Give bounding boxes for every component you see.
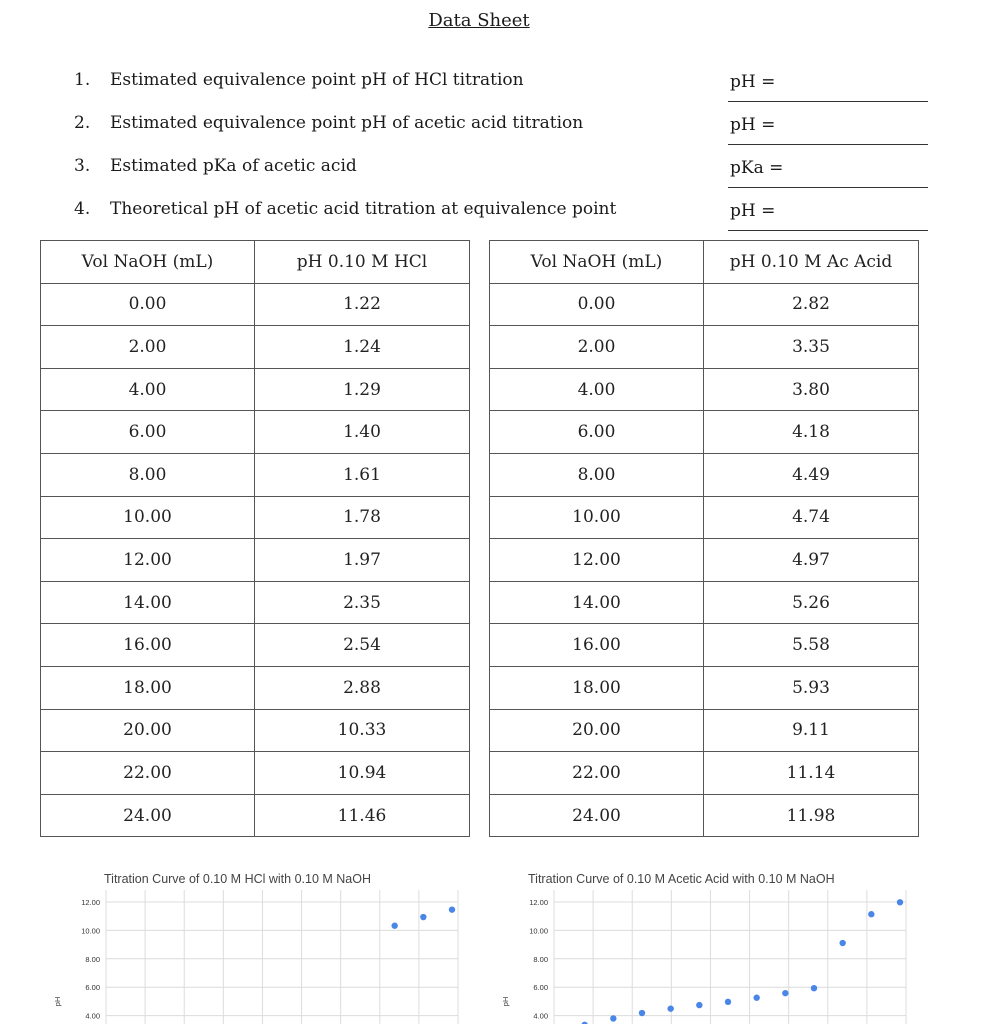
table-row	[490, 581, 919, 624]
answer-field[interactable]	[728, 103, 928, 145]
ph-cell: 1.61	[255, 453, 470, 496]
ph-cell: 3.35	[704, 326, 919, 369]
table-row	[490, 283, 919, 326]
column-header: pH 0.10 M Ac Acid	[704, 241, 919, 284]
data-point	[391, 923, 397, 929]
ph-cell: 1.78	[255, 496, 470, 539]
volume-cell: 2.00	[41, 326, 255, 369]
volume-cell: 22.00	[41, 752, 255, 795]
volume-cell: 12.00	[490, 539, 704, 582]
y-tick-label: 4.00	[533, 1011, 548, 1021]
y-tick-label: 6.00	[533, 983, 548, 993]
question-text: Estimated pKa of acetic acid	[110, 156, 357, 176]
data-point	[696, 1002, 702, 1008]
data-point	[610, 1015, 616, 1021]
data-point	[811, 985, 817, 991]
ph-cell: 1.24	[255, 326, 470, 369]
table-row	[41, 283, 470, 326]
column-header: Vol NaOH (mL)	[490, 241, 704, 284]
volume-cell: 4.00	[490, 368, 704, 411]
y-tick-label: 12.00	[529, 898, 548, 907]
ph-cell: 4.97	[704, 539, 919, 582]
ph-cell: 5.58	[704, 624, 919, 667]
ph-cell: 3.80	[704, 368, 919, 411]
ph-cell: 4.49	[704, 453, 919, 496]
page-title: Data Sheet	[428, 10, 530, 31]
ph-cell: 5.26	[704, 581, 919, 624]
data-point	[868, 911, 874, 917]
ph-cell: 4.18	[704, 411, 919, 454]
table-row	[41, 624, 470, 667]
y-tick-label: 6.00	[85, 983, 100, 993]
table-row	[490, 794, 919, 837]
data-point	[449, 906, 455, 912]
data-point	[639, 1010, 645, 1016]
ph-cell: 10.33	[255, 709, 470, 752]
volume-cell: 6.00	[490, 411, 704, 454]
table-row	[41, 496, 470, 539]
ph-cell: 2.35	[255, 581, 470, 624]
table-row	[41, 581, 470, 624]
data-point	[897, 899, 903, 905]
column-header: Vol NaOH (mL)	[41, 241, 255, 284]
hcl-titration-chart	[48, 890, 470, 1024]
vertical-gridlines	[106, 890, 458, 1024]
volume-cell: 12.00	[41, 539, 255, 582]
volume-cell: 18.00	[490, 666, 704, 709]
volume-cell: 16.00	[490, 624, 704, 667]
answer-label: pH =	[730, 115, 776, 135]
question-item	[74, 189, 930, 232]
answer-field[interactable]	[728, 60, 928, 102]
volume-cell: 22.00	[490, 752, 704, 795]
ph-cell: 9.11	[704, 709, 919, 752]
volume-cell: 10.00	[490, 496, 704, 539]
hcl-chart-title: Titration Curve of 0.10 M HCl with 0.10 M NaOH	[104, 872, 371, 886]
table-row	[41, 326, 470, 369]
acetic-chart-title: Titration Curve of 0.10 M Acetic Acid with 0.10 M NaOH	[528, 872, 835, 886]
question-number: 2.	[74, 113, 91, 133]
table-row	[490, 411, 919, 454]
volume-cell: 24.00	[41, 794, 255, 837]
data-point	[839, 940, 845, 946]
ph-cell: 11.14	[704, 752, 919, 795]
volume-cell: 6.00	[41, 411, 255, 454]
volume-cell: 10.00	[41, 496, 255, 539]
table-row	[490, 453, 919, 496]
ph-cell: 2.54	[255, 624, 470, 667]
ph-cell: 5.93	[704, 666, 919, 709]
ph-cell: 11.98	[704, 794, 919, 837]
table-row	[490, 368, 919, 411]
acetic-acid-data-table	[489, 240, 919, 837]
table-row	[41, 752, 470, 795]
ph-cell: 2.88	[255, 666, 470, 709]
ph-cell: 1.97	[255, 539, 470, 582]
question-list	[74, 60, 930, 232]
volume-cell: 20.00	[41, 709, 255, 752]
volume-cell: 8.00	[490, 453, 704, 496]
volume-cell: 8.00	[41, 453, 255, 496]
volume-cell: 24.00	[490, 794, 704, 837]
answer-field[interactable]	[728, 189, 928, 231]
table-row	[41, 368, 470, 411]
question-number: 3.	[74, 156, 91, 176]
answer-label: pH =	[730, 72, 776, 92]
table-row	[490, 539, 919, 582]
table-row	[41, 666, 470, 709]
question-item	[74, 103, 930, 146]
answer-label: pH =	[730, 201, 776, 221]
volume-cell: 0.00	[41, 283, 255, 326]
table-header-row	[41, 241, 470, 284]
volume-cell: 16.00	[41, 624, 255, 667]
question-number: 1.	[74, 70, 91, 90]
ph-cell: 10.94	[255, 752, 470, 795]
answer-label: pKa =	[730, 158, 784, 178]
ph-cell: 1.29	[255, 368, 470, 411]
column-header: pH 0.10 M HCl	[255, 241, 470, 284]
ph-cell: 2.82	[704, 283, 919, 326]
table-row	[490, 496, 919, 539]
data-point	[782, 990, 788, 996]
table-row	[490, 709, 919, 752]
y-tick-label: 10.00	[529, 926, 548, 936]
volume-cell: 20.00	[490, 709, 704, 752]
volume-cell: 14.00	[41, 581, 255, 624]
ph-cell: 1.22	[255, 283, 470, 326]
acetic-titration-chart	[496, 890, 918, 1024]
answer-field[interactable]	[728, 146, 928, 188]
volume-cell: 0.00	[490, 283, 704, 326]
volume-cell: 18.00	[41, 666, 255, 709]
y-tick-label: 12.00	[81, 898, 100, 907]
data-point	[753, 995, 759, 1001]
ph-cell: 4.74	[704, 496, 919, 539]
question-text: Theoretical pH of acetic acid titration at equivalence point	[110, 199, 617, 219]
y-axis-label: pH	[501, 996, 510, 1007]
y-tick-label: 4.00	[85, 1011, 100, 1021]
ph-cell: 1.40	[255, 411, 470, 454]
table-row	[41, 411, 470, 454]
volume-cell: 2.00	[490, 326, 704, 369]
table-row	[41, 539, 470, 582]
y-tick-label: 8.00	[85, 954, 100, 964]
question-text: Estimated equivalence point pH of HCl titration	[110, 70, 524, 90]
volume-cell: 4.00	[41, 368, 255, 411]
y-axis-label: pH	[53, 996, 62, 1007]
data-point	[667, 1005, 673, 1011]
table-row	[490, 752, 919, 795]
table-row	[41, 709, 470, 752]
y-tick-label: 8.00	[533, 954, 548, 964]
hcl-data-table	[40, 240, 470, 837]
data-point	[420, 914, 426, 920]
table-row	[490, 326, 919, 369]
table-header-row	[490, 241, 919, 284]
question-number: 4.	[74, 199, 91, 219]
ph-cell: 11.46	[255, 794, 470, 837]
question-text: Estimated equivalence point pH of acetic acid titration	[110, 113, 584, 133]
y-tick-label: 10.00	[81, 926, 100, 936]
volume-cell: 14.00	[490, 581, 704, 624]
question-item	[74, 146, 930, 189]
data-point	[725, 999, 731, 1005]
table-row	[41, 453, 470, 496]
table-row	[41, 794, 470, 837]
table-row	[490, 666, 919, 709]
table-row	[490, 624, 919, 667]
question-item	[74, 60, 930, 103]
